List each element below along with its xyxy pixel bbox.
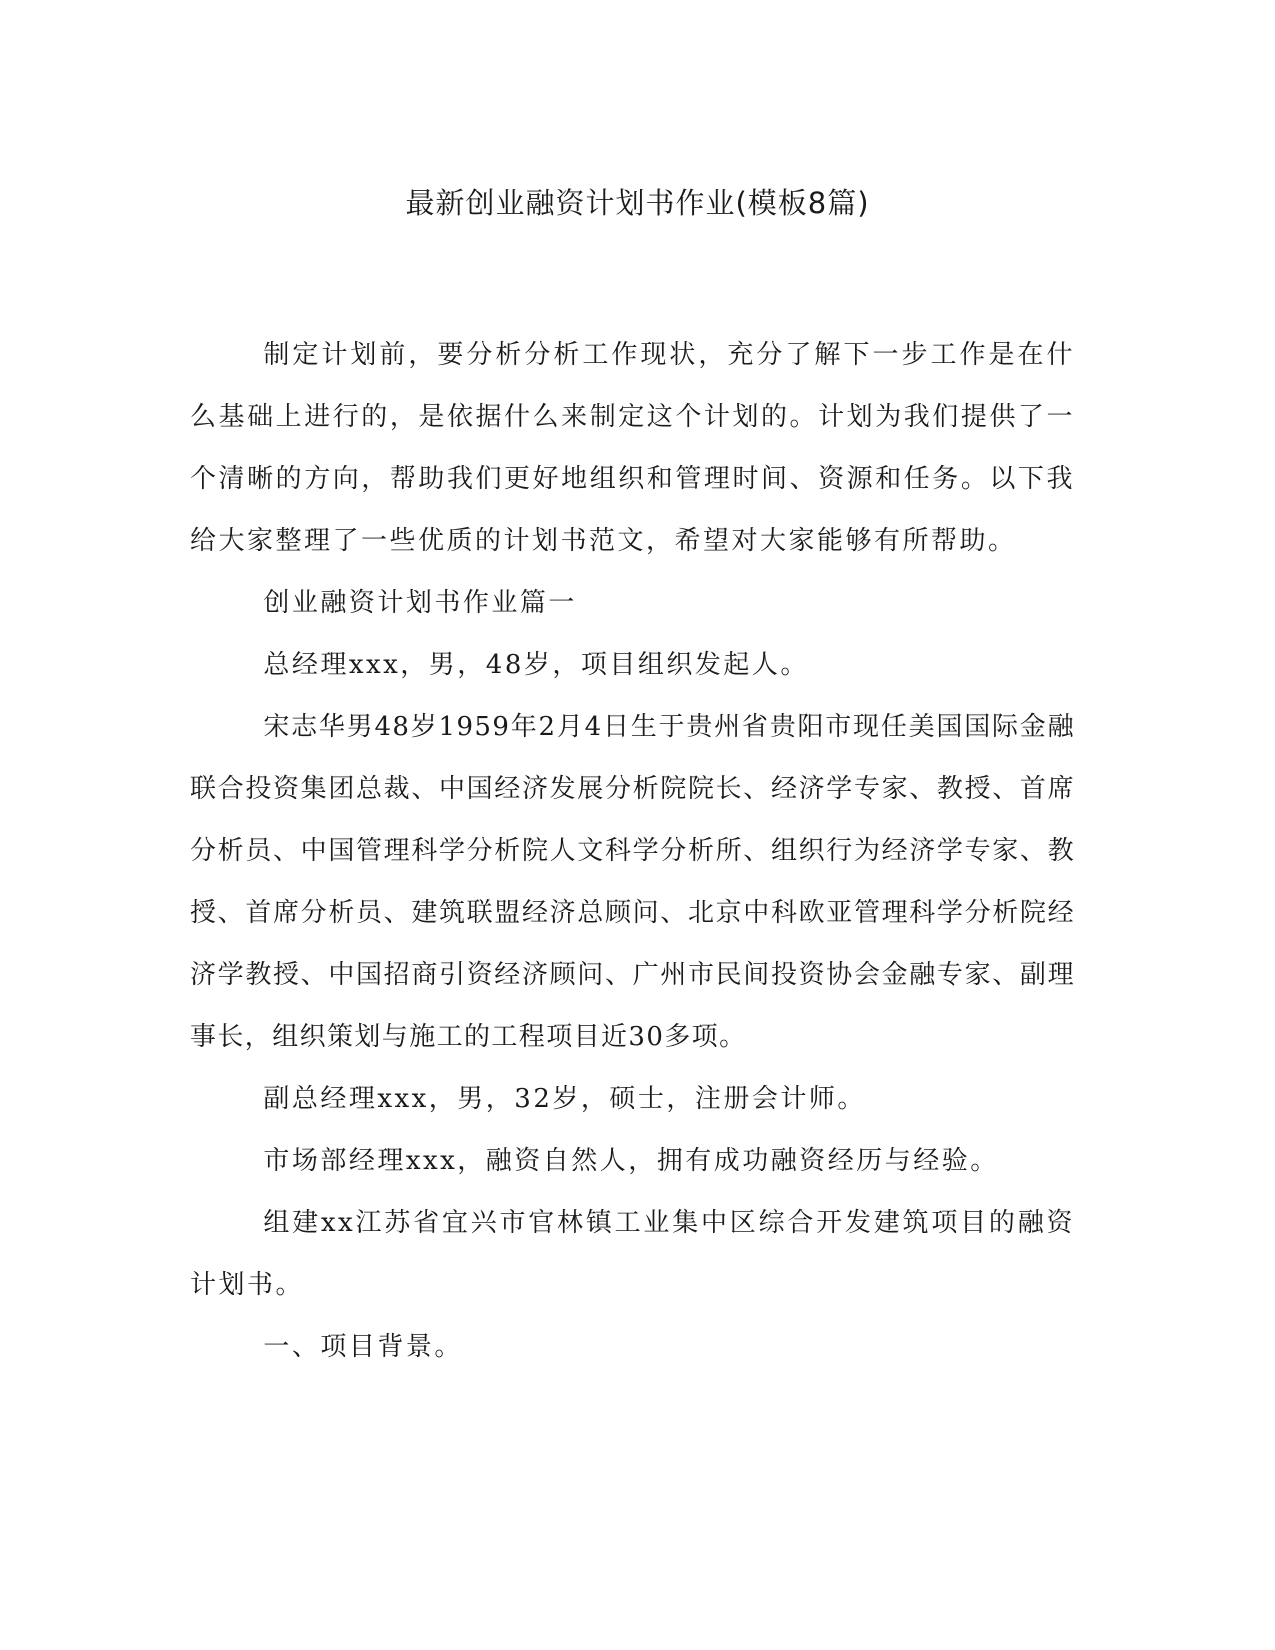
marketing-manager-line: 市场部经理xxx，融资自然人，拥有成功融资经历与经验。 bbox=[263, 1146, 999, 1176]
intro-paragraph: 制定计划前，要分析分析工作现状，充分了解下一步工作是在什么基础上进行的，是依据什么来制定这个计划的。计划为我们提供了一个清晰的方向，帮助我们更好地组织和管理时间、资源和任务。以下我给大家整理了一些优质的计划书范文，希望对大家能够有所帮助。 bbox=[190, 340, 1075, 556]
document-title: 最新创业融资计划书作业(模板8篇) bbox=[405, 186, 870, 220]
general-manager-line: 总经理xxx，男，48岁，项目组织发起人。 bbox=[263, 650, 809, 680]
subsection-heading: 一、项目背景。 bbox=[263, 1332, 463, 1362]
project-paragraph: 组建xx江苏省宜兴市官林镇工业集中区综合开发建筑项目的融资计划书。 bbox=[190, 1208, 1075, 1300]
document-body bbox=[190, 324, 1075, 1378]
section-heading: 创业融资计划书作业篇一 bbox=[263, 588, 577, 618]
biography-paragraph: 宋志华男48岁1959年2月4日生于贵州省贵阳市现任美国国际金融联合投资集团总裁、中国经济发展分析院院长、经济学专家、教授、首席分析员、中国管理科学分析院人文科学分析所、组织行为经济学专家、教授、首席分析员、建筑联盟经济总顾问、北京中科欧亚管理科学分析院经济学教授、中国招商引资经济顾问、广州市民间投资协会金融专家、副理事长，组织策划与施工的工程项目近30多项。 bbox=[190, 712, 1075, 1052]
deputy-manager-line: 副总经理xxx，男，32岁，硕士，注册会计师。 bbox=[263, 1084, 866, 1114]
